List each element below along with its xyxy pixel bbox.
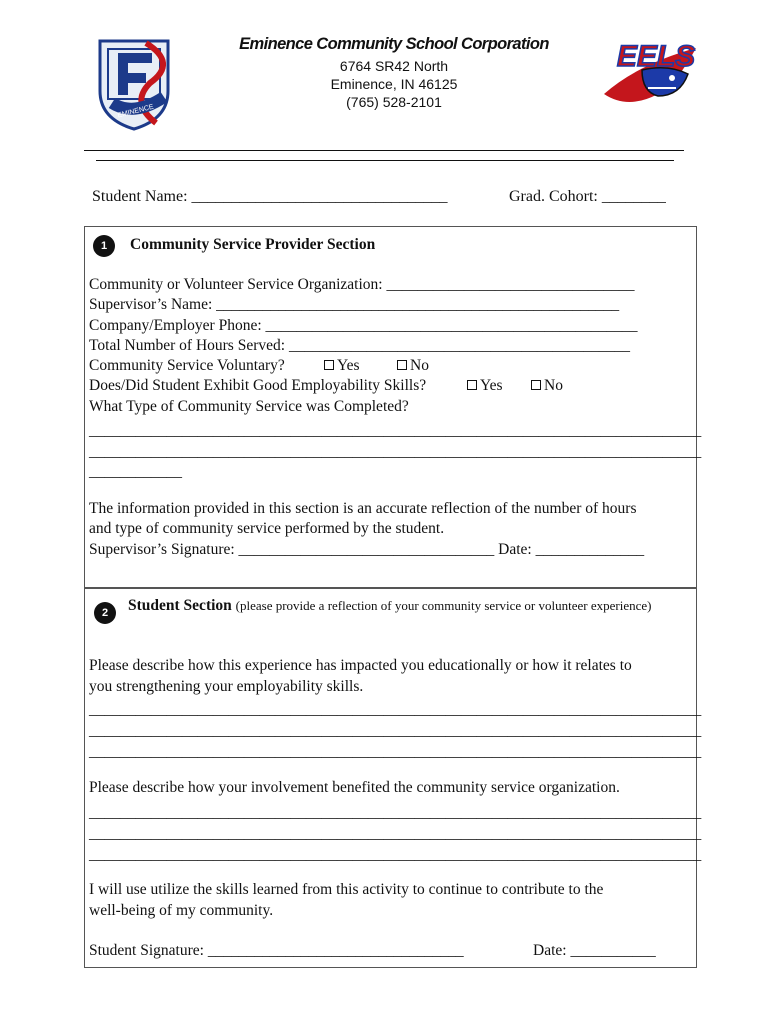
- header-divider-bottom: [96, 160, 674, 161]
- provider-section-title: Community Service Provider Section: [130, 236, 376, 253]
- checkbox-icon: [324, 360, 334, 370]
- voluntary-no-checkbox[interactable]: No: [397, 357, 429, 375]
- checkbox-icon: [531, 380, 541, 390]
- voluntary-question: Community Service Voluntary?: [89, 357, 285, 374]
- employer-phone-field[interactable]: Company/Employer Phone: ________________________________________________: [89, 317, 638, 334]
- employability-question: Does/Did Student Exhibit Good Employability Skills?: [89, 377, 427, 394]
- supervisor-signature-field[interactable]: Supervisor’s Signature: _________________________________ Date: ______________: [89, 541, 645, 558]
- eels-mascot-logo: [598, 34, 702, 110]
- phone-number: (765) 528-2101: [346, 94, 442, 110]
- benefit-answer-line[interactable]: _______________________________________________________________________________: [89, 846, 702, 863]
- section-1-number-badge: 1: [93, 235, 115, 257]
- student-section-heading: [128, 597, 651, 615]
- impact-question: Please describe how this experience has impacted you educationally or how it relates to: [89, 657, 632, 674]
- student-date-field[interactable]: Date: ___________: [533, 942, 656, 959]
- accuracy-statement: and type of community service performed by the student.: [89, 520, 445, 537]
- student-name-field[interactable]: Student Name: ________________________________: [92, 188, 448, 205]
- address-line-1: 6764 SR42 North: [339, 58, 449, 74]
- grad-cohort-field[interactable]: Grad. Cohort: ________: [509, 188, 666, 205]
- checkbox-icon: [397, 360, 407, 370]
- service-type-answer-line[interactable]: ____________: [89, 463, 182, 480]
- benefit-answer-line[interactable]: _______________________________________________________________________________: [89, 825, 702, 842]
- svg-text:EELS: EELS: [616, 40, 696, 73]
- hours-served-field[interactable]: Total Number of Hours Served: ____________________________________________: [89, 337, 630, 354]
- supervisor-name-field[interactable]: Supervisor’s Name: ____________________________________________________: [89, 296, 620, 313]
- organization-name: Eminence Community School Corporation: [239, 35, 549, 53]
- commitment-statement: I will use utilize the skills learned from this activity to continue to contribute to the: [89, 881, 604, 898]
- student-section-title: Student Section: [128, 597, 232, 614]
- header-divider-top: [84, 150, 684, 151]
- impact-question: you strengthening your employability skills.: [89, 678, 364, 695]
- employability-yes-checkbox[interactable]: Yes: [467, 377, 503, 395]
- svg-text:EMINENCE: EMINENCE: [116, 103, 155, 120]
- impact-answer-line[interactable]: _______________________________________________________________________________: [89, 701, 702, 718]
- impact-answer-line[interactable]: _______________________________________________________________________________: [89, 743, 702, 760]
- benefit-answer-line[interactable]: _______________________________________________________________________________: [89, 804, 702, 821]
- accuracy-statement: The information provided in this section is an accurate reflection of the number of hours: [89, 500, 637, 517]
- benefit-question: Please describe how your involvement benefited the community service organization.: [89, 779, 620, 796]
- service-type-question: What Type of Community Service was Completed?: [89, 398, 409, 415]
- address-line-2: Eminence, IN 46125: [330, 76, 458, 92]
- checkbox-icon: [467, 380, 477, 390]
- impact-answer-line[interactable]: _______________________________________________________________________________: [89, 722, 702, 739]
- service-type-answer-line[interactable]: _______________________________________________________________________________: [89, 443, 702, 460]
- organization-field[interactable]: Community or Volunteer Service Organization: ________________________________: [89, 276, 635, 293]
- employability-no-checkbox[interactable]: No: [531, 377, 563, 395]
- student-signature-field[interactable]: Student Signature: _________________________________: [89, 942, 464, 959]
- student-section-subtitle: (please provide a reflection of your community service or volunteer experience): [235, 598, 652, 613]
- section-2-number-badge: 2: [94, 602, 116, 624]
- voluntary-yes-checkbox[interactable]: Yes: [324, 357, 360, 375]
- service-type-answer-line[interactable]: _______________________________________________________________________________: [89, 422, 702, 439]
- commitment-statement: well-being of my community.: [89, 902, 274, 919]
